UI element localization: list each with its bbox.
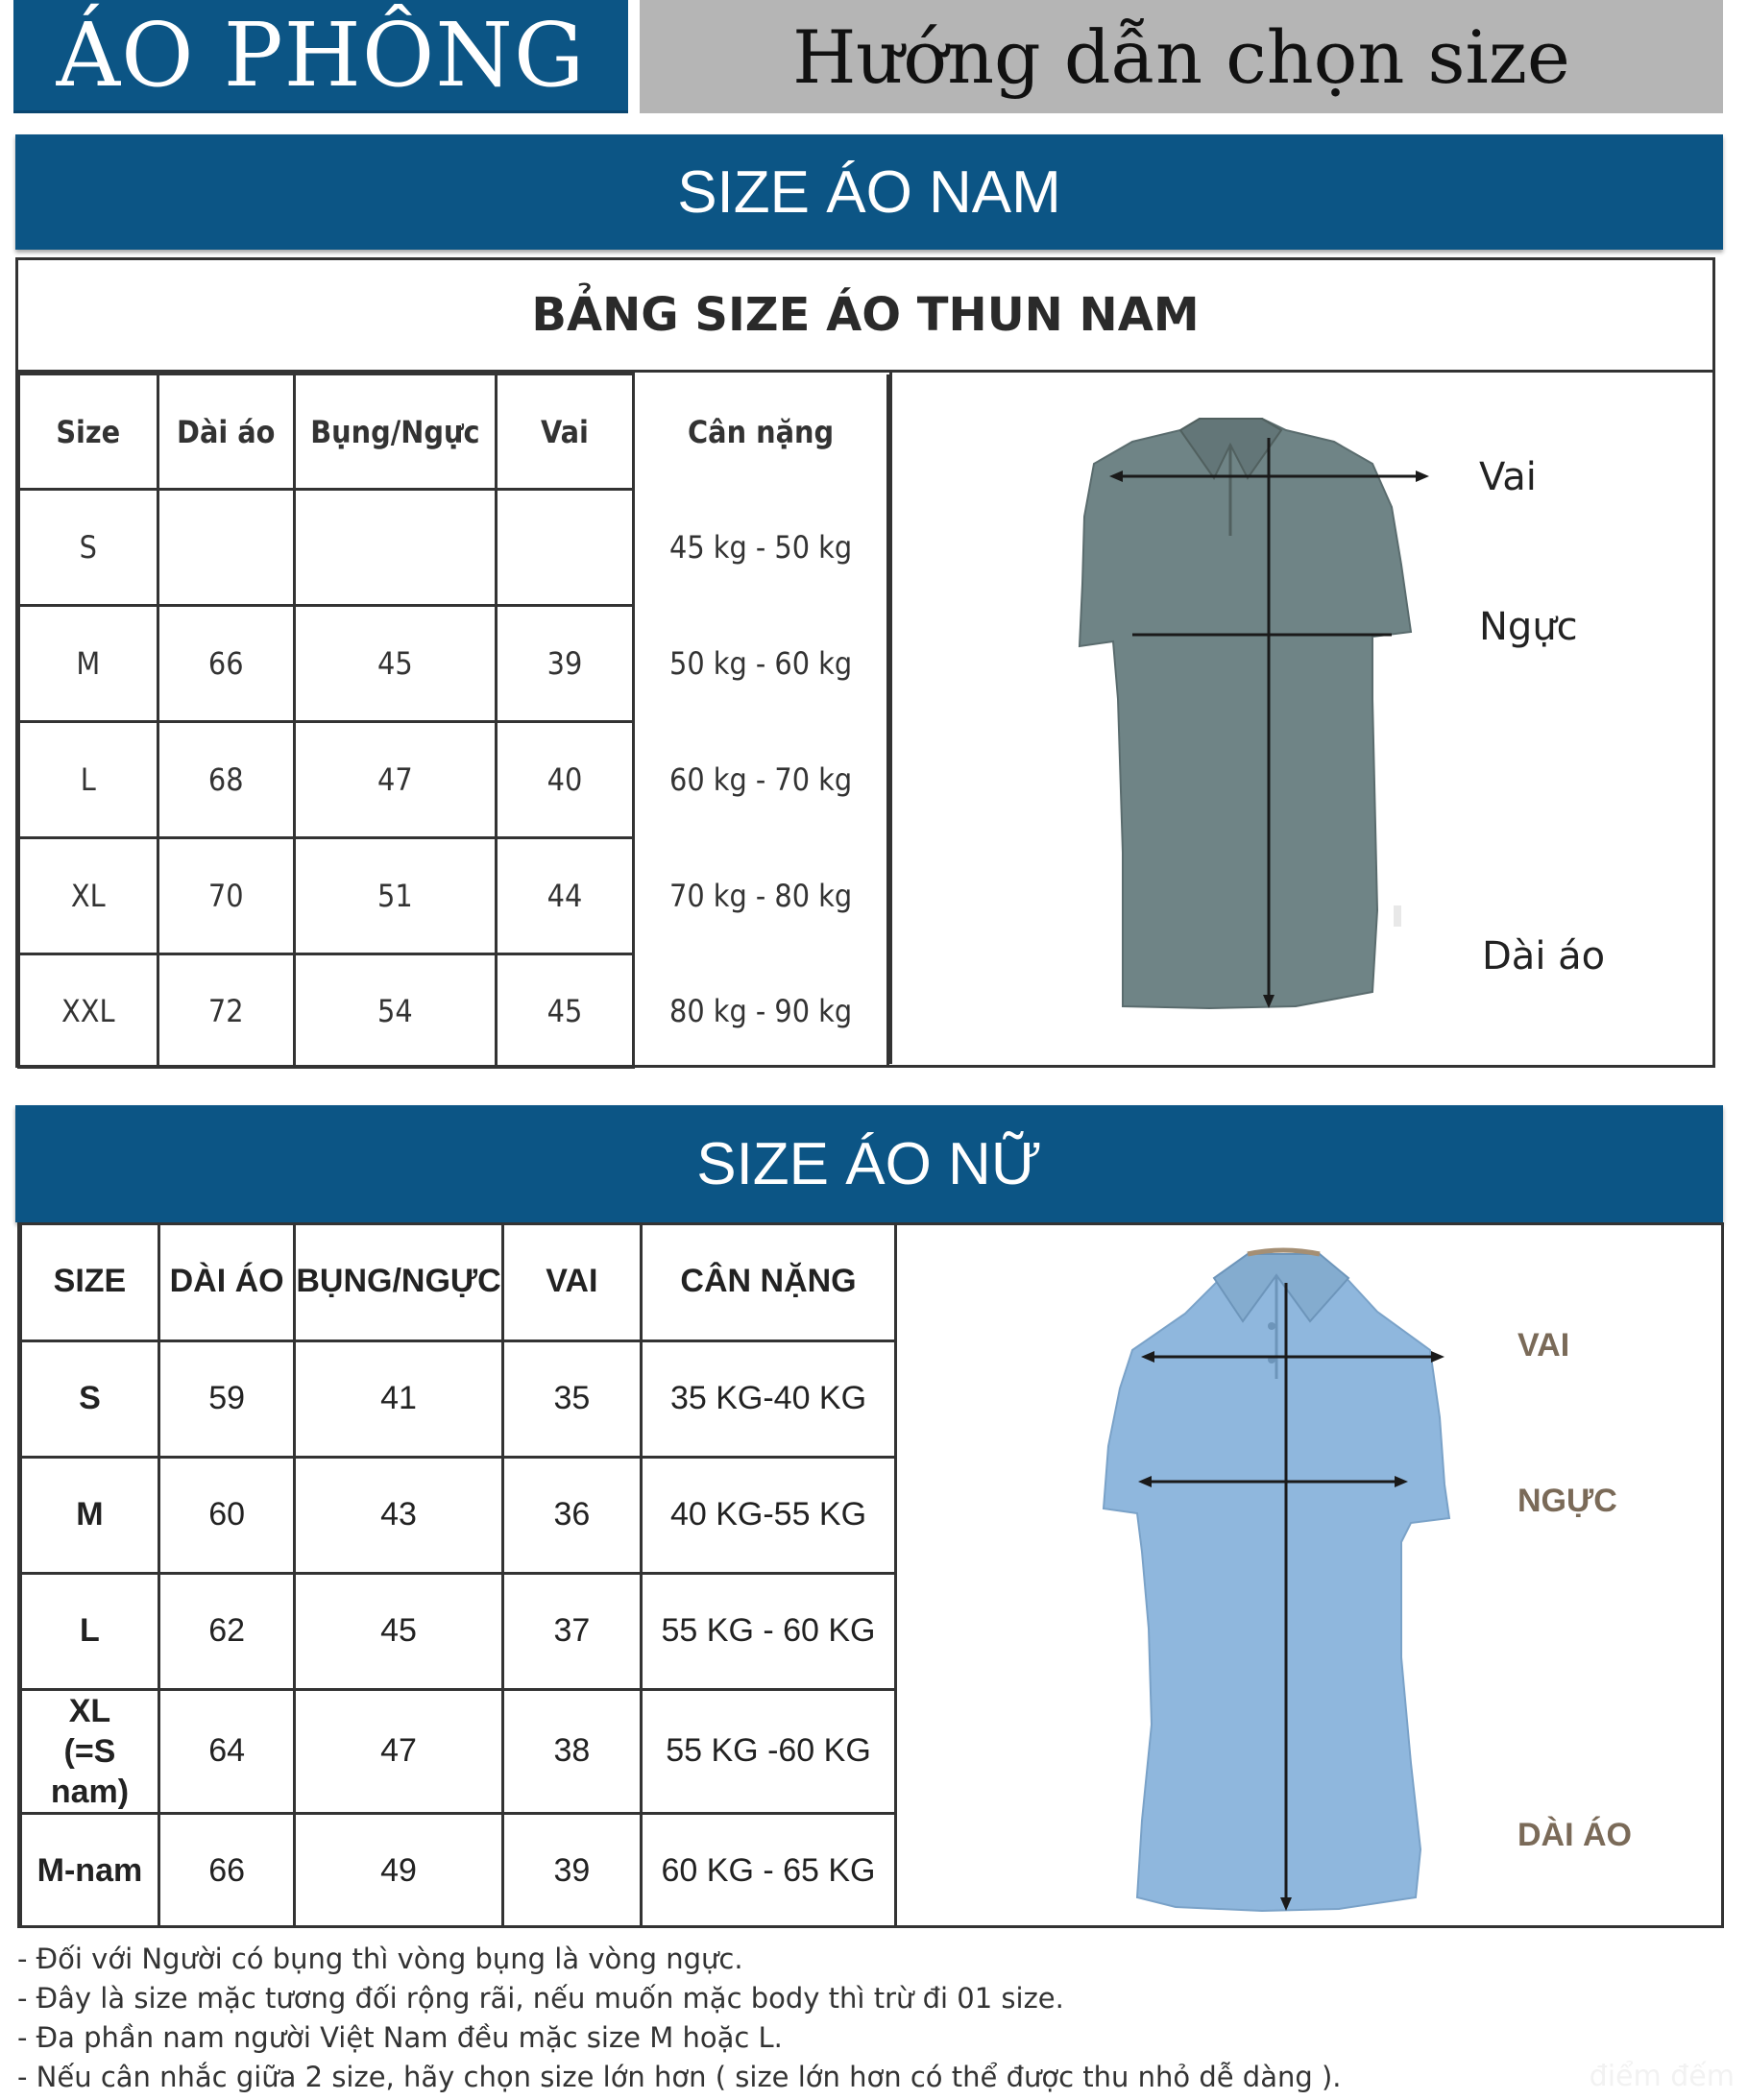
men-shirt-diagram <box>889 373 1712 1064</box>
women-cell: 45 <box>295 1573 502 1689</box>
women-col-shoulder: VAI <box>502 1224 641 1340</box>
men-cell: 66 <box>158 606 294 722</box>
women-shoulder-label: VAI <box>1517 1327 1570 1364</box>
women-cell: 49 <box>295 1813 502 1928</box>
men-cell <box>294 490 496 606</box>
women-cell: M <box>21 1457 159 1573</box>
note-line: - Nếu cân nhắc giữa 2 size, hãy chọn size lớn hơn ( size lớn hơn có thể được thu nhỏ dễ dàng ). <box>17 2061 1342 2093</box>
women-cell: 39 <box>502 1813 641 1928</box>
table-row <box>21 1340 896 1457</box>
men-table-title: BẢNG SIZE ÁO THUN NAM <box>17 259 1713 373</box>
women-col-chest: BỤNG/NGỰC <box>295 1224 502 1340</box>
men-cell: 60 kg - 70 kg <box>634 722 888 838</box>
table-row <box>19 606 888 722</box>
men-cell: S <box>19 490 158 606</box>
table-row <box>19 838 888 954</box>
women-cell: 55 KG -60 KG <box>642 1689 896 1813</box>
men-col-weight: Cân nặng <box>634 374 888 490</box>
men-cell: L <box>19 722 158 838</box>
women-cell: 43 <box>295 1457 502 1573</box>
men-cell: 72 <box>158 954 294 1068</box>
table-row <box>21 1689 896 1813</box>
women-chest-label: NGỰC <box>1517 1483 1617 1519</box>
guide-title-banner <box>640 0 1723 113</box>
watermark: điểm đếm <box>1589 2060 1735 2093</box>
men-shoulder-label: Vai <box>1479 455 1537 499</box>
women-cell: S <box>21 1340 159 1457</box>
women-cell: 40 KG-55 KG <box>642 1457 896 1573</box>
men-cell: 44 <box>496 838 633 954</box>
men-cell: 54 <box>294 954 496 1068</box>
women-cell: 59 <box>158 1340 294 1457</box>
men-col-length: Dài áo <box>158 374 294 490</box>
men-cell: 50 kg - 60 kg <box>634 606 888 722</box>
women-size-band <box>15 1105 1723 1222</box>
women-col-length: DÀI ÁO <box>158 1224 294 1340</box>
men-cell <box>158 490 294 606</box>
men-size-table <box>17 373 889 1069</box>
women-cell: 66 <box>158 1813 294 1928</box>
women-cell: M-nam <box>21 1813 159 1928</box>
table-row <box>21 1813 896 1928</box>
men-size-band-title: SIZE ÁO NAM <box>677 158 1061 226</box>
women-cell: L <box>21 1573 159 1689</box>
women-size-table <box>19 1224 897 1928</box>
men-cell <box>496 490 633 606</box>
men-col-size: Size <box>19 374 158 490</box>
table-row <box>19 490 888 606</box>
table-row <box>19 722 888 838</box>
men-cell: 47 <box>294 722 496 838</box>
men-cell: 70 <box>158 838 294 954</box>
women-length-label: DÀI ÁO <box>1517 1817 1632 1853</box>
guide-title: Hướng dẫn chọn size <box>792 13 1570 100</box>
note-line: - Đối với Người có bụng thì vòng bụng là vòng ngực. <box>17 1943 743 1975</box>
men-cell: 51 <box>294 838 496 954</box>
men-cell: 45 <box>294 606 496 722</box>
note-line: - Đây là size mặc tương đối rộng rãi, nếu muốn mặc body thì trừ đi 01 size. <box>17 1982 1064 2015</box>
men-col-shoulder: Vai <box>496 374 633 490</box>
women-cell: 41 <box>295 1340 502 1457</box>
women-col-weight: CÂN NẶNG <box>642 1224 896 1340</box>
men-col-chest: Bụng/Ngực <box>294 374 496 490</box>
women-col-size: SIZE <box>21 1224 159 1340</box>
product-title: ÁO PHÔNG <box>56 4 586 107</box>
women-cell: 47 <box>295 1689 502 1813</box>
women-cell: 36 <box>502 1457 641 1573</box>
women-cell: 64 <box>158 1689 294 1813</box>
women-cell: 38 <box>502 1689 641 1813</box>
women-cell: 60 <box>158 1457 294 1573</box>
table-row <box>21 1573 896 1689</box>
women-shirt-diagram <box>897 1225 1721 1925</box>
men-cell: 45 <box>496 954 633 1068</box>
table-row <box>21 1457 896 1573</box>
women-cell: 35 <box>502 1340 641 1457</box>
men-cell: XL <box>19 838 158 954</box>
notes <box>17 1940 1650 2097</box>
men-cell: XXL <box>19 954 158 1068</box>
women-cell: 60 KG - 65 KG <box>642 1813 896 1928</box>
women-cell: 37 <box>502 1573 641 1689</box>
women-cell: 62 <box>158 1573 294 1689</box>
note-line: - Đa phần nam người Việt Nam đều mặc size M hoặc L. <box>17 2021 783 2054</box>
men-cell: M <box>19 606 158 722</box>
men-cell: 68 <box>158 722 294 838</box>
men-cell: 39 <box>496 606 633 722</box>
women-cell: XL (=S nam) <box>21 1689 159 1813</box>
men-size-band <box>15 134 1723 250</box>
table-row <box>19 954 888 1068</box>
women-cell: 55 KG - 60 KG <box>642 1573 896 1689</box>
men-cell: 70 kg - 80 kg <box>634 838 888 954</box>
men-length-label: Dài áo <box>1482 934 1606 978</box>
women-size-band-title: SIZE ÁO NỮ <box>696 1130 1042 1197</box>
men-cell: 80 kg - 90 kg <box>634 954 888 1068</box>
women-cell: 35 KG-40 KG <box>642 1340 896 1457</box>
men-cell: 40 <box>496 722 633 838</box>
product-title-banner <box>13 0 628 113</box>
men-chest-label: Ngực <box>1479 605 1578 649</box>
men-cell: 45 kg - 50 kg <box>634 490 888 606</box>
